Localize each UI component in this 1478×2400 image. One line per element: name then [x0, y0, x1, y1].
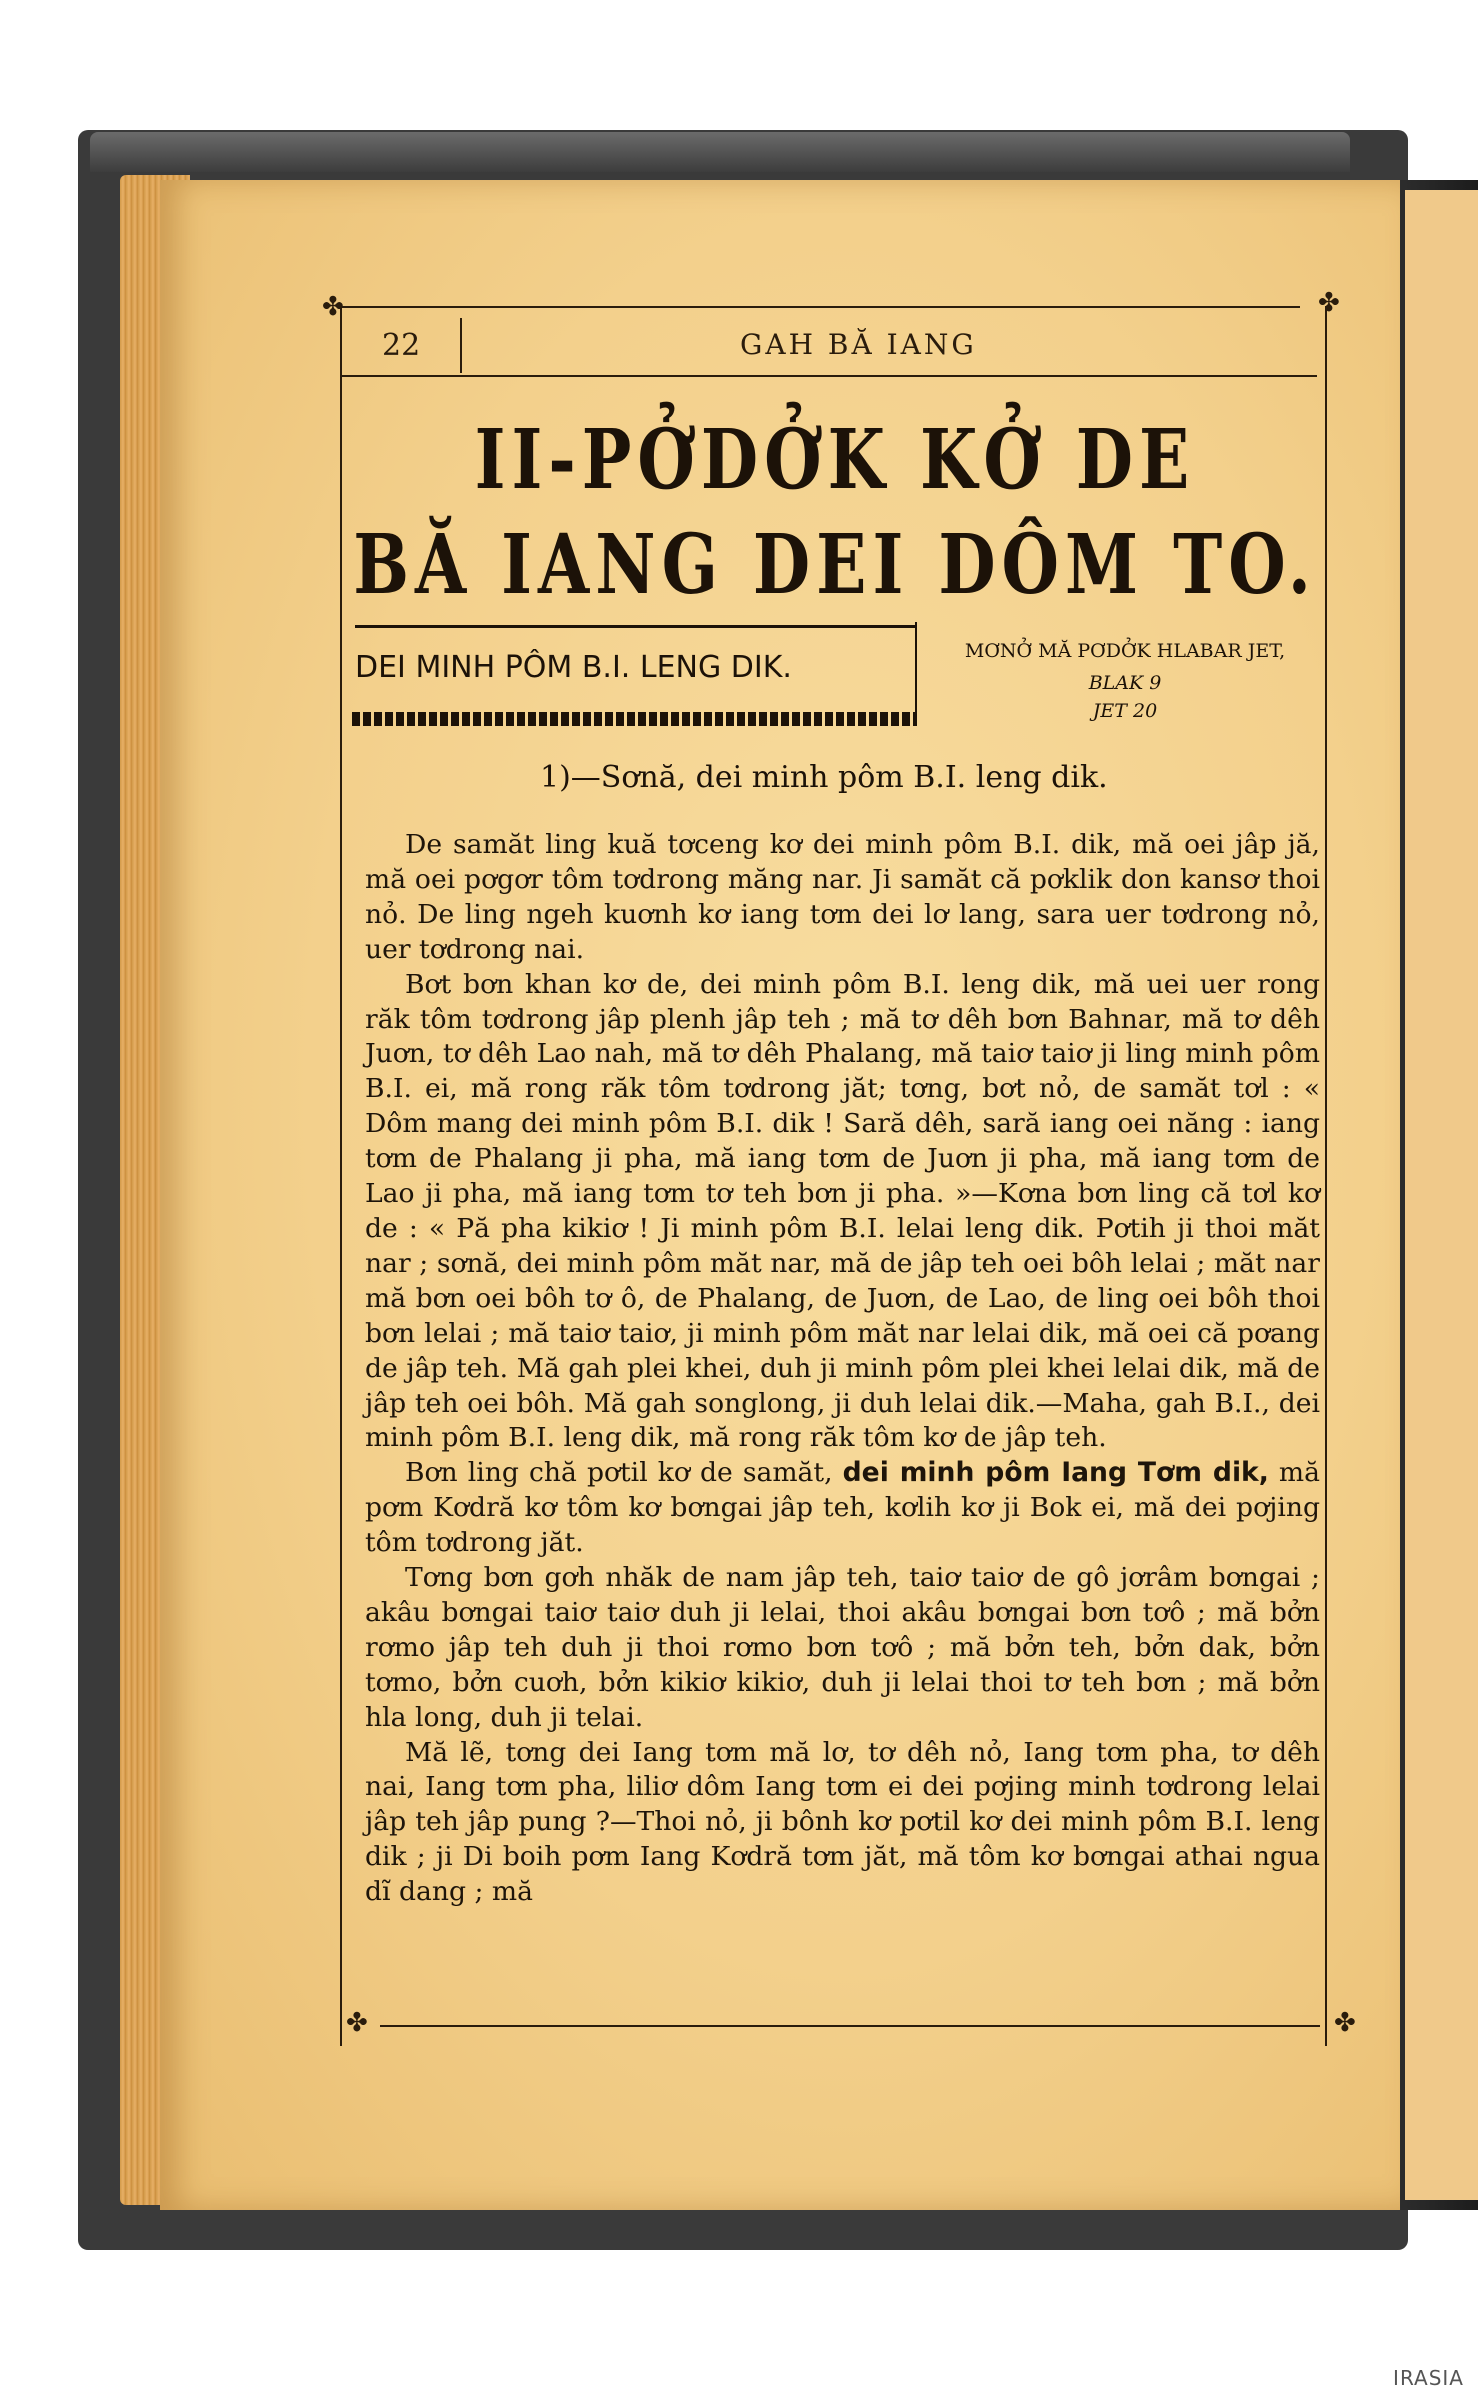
body-text — [365, 828, 1320, 1910]
frame-top-rule — [340, 306, 1300, 308]
corner-ornament-icon: ✤ — [1318, 288, 1340, 318]
cover-top-edge — [90, 132, 1350, 172]
paragraph: De samăt ling kuă tơceng kơ dei minh pôm B.I. dik, mă oei jâp jă, mă oei pơgơr tôm tơdrong măng nar. Ji samăt că pơklik don kansơ thoi nỏ. De ling ngeh kuơnh kơ iang tơm dei lơ lang, sara uer tơdrong nỏ, uer tơdrong nai. — [365, 829, 1320, 965]
corner-ornament-icon: ✤ — [346, 2008, 368, 2038]
section-ornamental-rule — [352, 712, 917, 726]
corner-ornament-icon: ✤ — [322, 292, 344, 322]
section-rule-top — [355, 625, 915, 628]
paragraph: Tơng bơn gơh nhăk de nam jâp teh, taiơ taiơ de gô jơrâm bơngai ; akâu bơngai taiơ taiơ duh ji lelai, thoi akâu bơngai bơn tơô ; mă bởn rơmo jâp teh duh ji thoi rơmo bơn tơô ; mă bởn teh, bởn dak, bởn tơmo, bởn cuơh, bởn kikiơ kikiơ, duh ji lelai thoi tơ teh bơn ; mă bởn hla long, duh ji telai. — [365, 1562, 1320, 1733]
header-rule — [342, 375, 1317, 377]
scripture-reference-chapter: BLAK 9 — [1088, 672, 1162, 694]
paragraph: Bơt bơn khan kơ de, dei minh pôm B.I. leng dik, mă uei uer rong răk tôm tơdrong jâp plenh jâp teh ; mă tơ dêh bơn Bahnar, mă tơ dêh Juơn, tơ dêh Lao nah, mă tơ dêh Phalang, mă taiơ taiơ ji ling minh pôm B.I. ei, mă rong răk tôm tơdrong jăt; tơng, bơt nỏ, de samăt tơl : « Dôm mang dei minh pôm B.I. dik ! Sară dêh, sară iang oei năng : iang tơm de Phalang ji pha, mă iang tơm de Juơn ji pha, mă iang tơm de Lao ji pha, mă iang tơm tơ teh bơn ji pha. »—Kơna bơn ling că tơl kơ de : « Pă pha kikiơ ! Ji minh pôm B.I. lelai leng dik. Pơtih ji thoi măt nar ; sơnă, dei minh pôm măt nar, mă de jâp teh oei bôh lelai ; măt nar mă bơn oei bôh tơ ô, de Phalang, de Juơn, de Lao, de ling oei bôh thoi bơn lelai ; mă taiơ taiơ, ji minh pôm măt nar lelai dik, mă oei că pơang de jâp teh. Mă gah plei khei, duh ji minh pôm plei khei lelai dik, mă de jâp teh oei bôh. Mă gah songlong, ji duh lelai dik.—Maha, gah B.I., dei minh pôm B.I. leng dik, mă rong răk tôm kơ de jâp teh. — [365, 968, 1320, 1454]
frame-right-rule — [1325, 306, 1327, 2046]
page-number: 22 — [382, 328, 421, 363]
frame-bottom-rule — [380, 2025, 1320, 2027]
subheading: 1)—Sơnă, dei minh pôm B.I. leng dik. — [540, 760, 1108, 795]
frame-left-rule — [340, 306, 342, 2046]
watermark: IRASIA — [1393, 2366, 1464, 2390]
chapter-title-line-1: II-PỞDỞK KỞ DE — [474, 410, 1196, 508]
facing-page-edge — [1405, 190, 1478, 2200]
header-divider — [460, 318, 462, 373]
running-title: GAH BĂ IANG — [740, 328, 977, 361]
section-divider — [915, 622, 917, 722]
scripture-reference: MƠNỞ MĂ PƠDỞK HLABAR JET, — [964, 640, 1286, 662]
section-label: DEI MINH PÔM B.I. LENG DIK. — [355, 650, 792, 685]
corner-ornament-icon: ✤ — [1334, 2008, 1356, 2038]
paragraph: Mă lẽ, tơng dei Iang tơm mă lơ, tơ dêh nỏ, Iang tơm pha, tơ dêh nai, Iang tơm pha, liliơ dôm Iang tơm ei dei pơjing minh tơdrong lelai jâp teh jâp pung ?—Thoi nỏ, ji bônh kơ pơtil kơ dei minh pôm B.I. leng dik ; ji Di boih pơm Iang Kơdră tơm jăt, mă tôm kơ bơngai athai ngua dĩ dang ; mă — [365, 1736, 1320, 1908]
scripture-reference-verse: JET 20 — [1092, 700, 1158, 722]
paragraph: Bơn ling chă pơtil kơ de samăt, dei minh pôm Iang Tơm dik, mă pơm Kơdră kơ tôm kơ bơngai jâp teh, kơlih kơ ji Bok ei, mă dei pơjing tôm tơdrong jăt. — [365, 1457, 1320, 1559]
chapter-title-line-2: BĂ IANG DEI DÔM TO. — [353, 515, 1317, 613]
